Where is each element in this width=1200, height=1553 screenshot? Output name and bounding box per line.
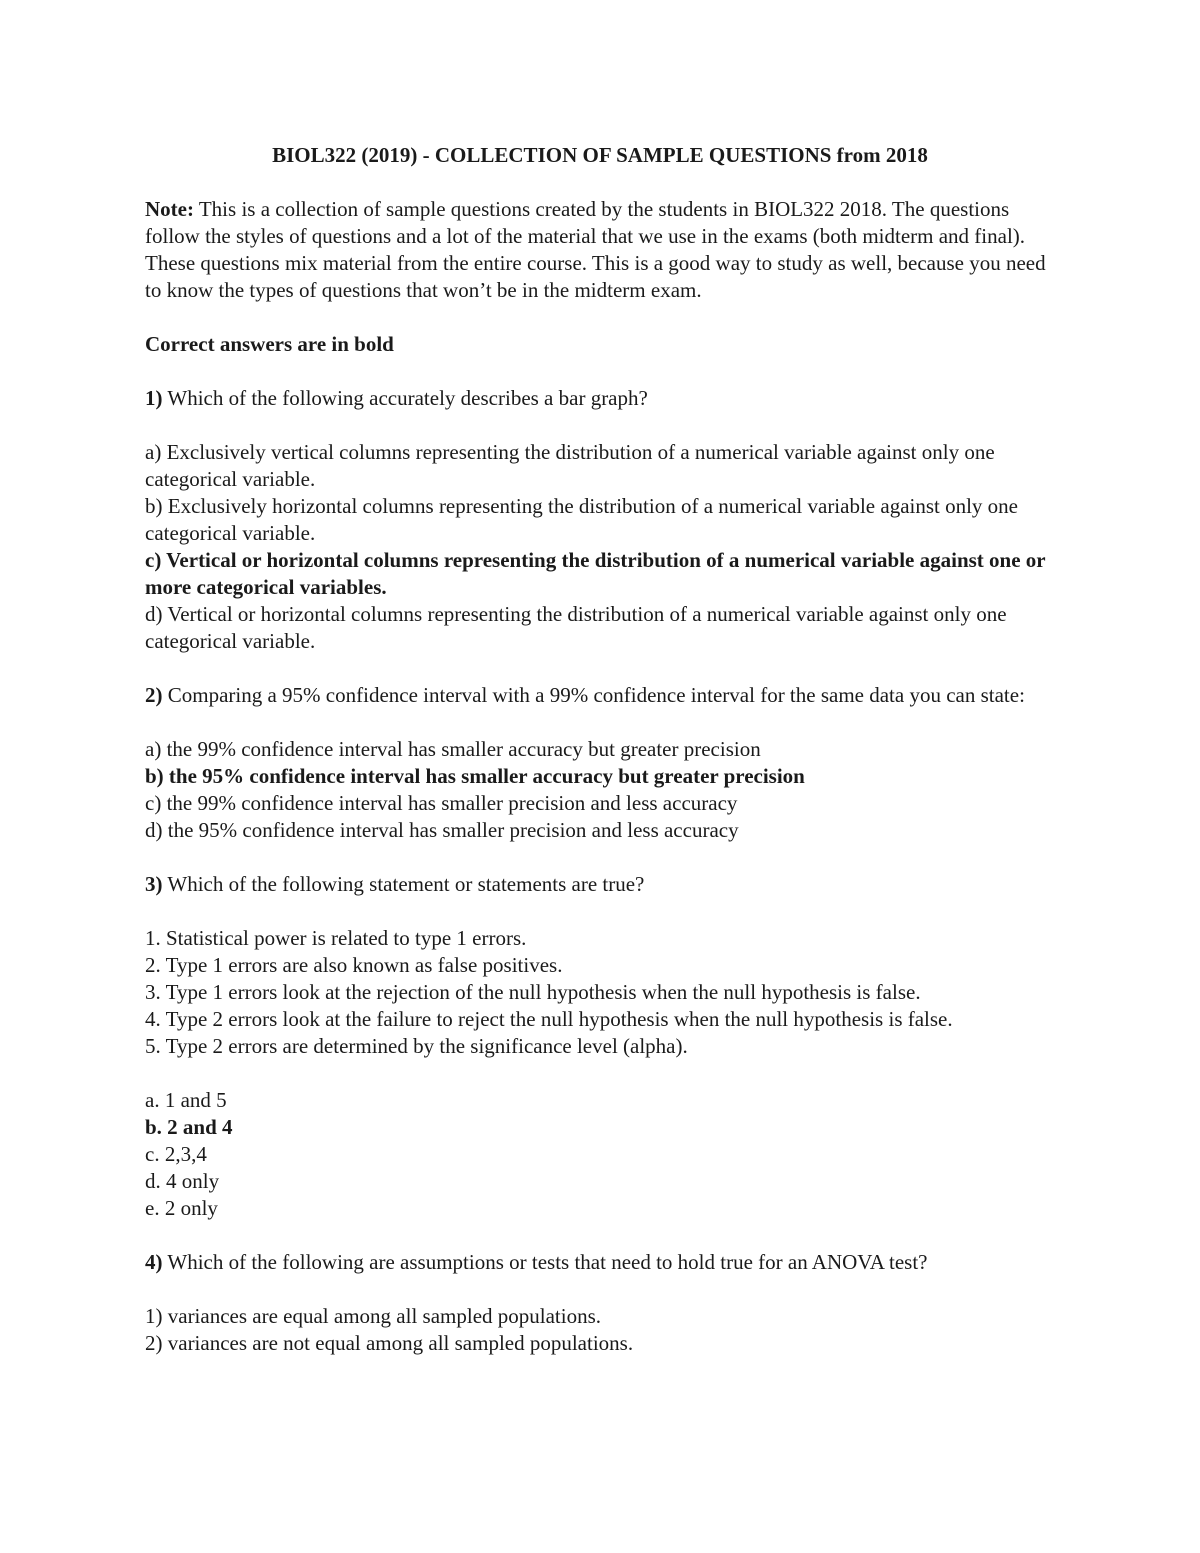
statement-item: 4. Type 2 errors look at the failure to reject the null hypothesis when the null hypothesis is false. — [145, 1007, 953, 1031]
answer-option: c) the 99% confidence interval has smaller precision and less accuracy — [145, 791, 738, 815]
note-text: This is a collection of sample questions created by the students in BIOL322 2018. The questions follow the styles of questions and a lot of the material that we use in the exams (both midterm and final). These questions mix material from the entire course. This is a good way to study as well, because you need to know the types of questions that won’t be in the midterm exam. — [145, 197, 1046, 302]
correct-answers-note: Correct answers are in bold — [145, 332, 394, 356]
answer-option: 1) variances are equal among all sampled populations. — [145, 1304, 602, 1328]
question-2-options — [145, 736, 1065, 844]
question-3 — [145, 871, 1065, 898]
question-1 — [145, 385, 1065, 412]
answer-option: a) the 99% confidence interval has smaller accuracy but greater precision — [145, 737, 761, 761]
statement-item: 1. Statistical power is related to type 1 errors. — [145, 926, 527, 950]
correct-answer-option: b) the 95% confidence interval has smaller accuracy but greater precision — [145, 764, 805, 788]
statement-item: 5. Type 2 errors are determined by the significance level (alpha). — [145, 1034, 688, 1058]
question-number: 3) — [145, 872, 163, 896]
answer-option: a. 1 and 5 — [145, 1088, 227, 1112]
question-3-statements — [145, 925, 1065, 1060]
answer-option: b) Exclusively horizontal columns representing the distribution of a numerical variable against only one categorical variable. — [145, 494, 1019, 545]
answer-option: c. 2,3,4 — [145, 1142, 207, 1166]
document-title: BIOL322 (2019) - COLLECTION OF SAMPLE QUESTIONS from 2018 — [272, 143, 928, 167]
question-number: 1) — [145, 386, 163, 410]
answer-option: d) Vertical or horizontal columns representing the distribution of a numerical variable against only one categorical variable. — [145, 602, 1007, 653]
statement-item: 3. Type 1 errors look at the rejection of the null hypothesis when the null hypothesis is false. — [145, 980, 921, 1004]
answer-option: d. 4 only — [145, 1169, 220, 1193]
answer-option: a) Exclusively vertical columns representing the distribution of a numerical variable against only one categorical variable. — [145, 440, 995, 491]
statement-item: 2. Type 1 errors are also known as false positives. — [145, 953, 563, 977]
document-page — [145, 142, 1065, 1384]
question-number: 4) — [145, 1250, 163, 1274]
question-2 — [145, 682, 1065, 709]
question-4 — [145, 1249, 1065, 1276]
question-text: Which of the following accurately describes a bar graph? — [162, 386, 648, 410]
question-4-options — [145, 1303, 1065, 1357]
note-label: Note: — [145, 197, 194, 221]
correct-answer-option: b. 2 and 4 — [145, 1115, 233, 1139]
question-3-options — [145, 1087, 1065, 1222]
answer-option: e. 2 only — [145, 1196, 218, 1220]
answer-option: d) the 95% confidence interval has smaller precision and less accuracy — [145, 818, 739, 842]
correct-answer-option: c) Vertical or horizontal columns representing the distribution of a numerical variable against one or more categorical variables. — [145, 548, 1046, 599]
question-text: Comparing a 95% confidence interval with a 99% confidence interval for the same data you can state: — [162, 683, 1025, 707]
question-1-options — [145, 439, 1065, 655]
question-text: Which of the following statement or statements are true? — [162, 872, 645, 896]
note-paragraph — [145, 196, 1065, 304]
question-text: Which of the following are assumptions or tests that need to hold true for an ANOVA test? — [162, 1250, 928, 1274]
question-number: 2) — [145, 683, 163, 707]
answer-option: 2) variances are not equal among all sampled populations. — [145, 1331, 634, 1355]
